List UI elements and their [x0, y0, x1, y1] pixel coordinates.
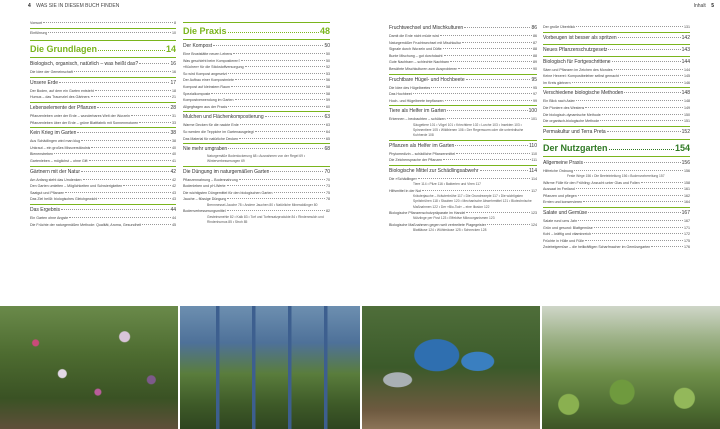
toc-entry[interactable]: Die Idee des Hügelbeetes 95	[389, 85, 537, 90]
toc-entry[interactable]: Ein Blick nach Asien 148	[543, 99, 690, 104]
toc-entry[interactable]: Ernten und konservieren 164	[543, 200, 690, 205]
toc-sub-list: Feste Wege 156 • Die Beeteinteilung 156 • Bodenvorbereitung 157	[567, 174, 665, 179]
toc-entry[interactable]: Gute Nachbarn – schlechte Nachbarn 89	[389, 60, 537, 65]
toc-entry[interactable]: Pflanzenleben über der Erde – grüne Blattfabrik mit Sonnenmotoren 33	[30, 120, 176, 125]
toc-entry[interactable]: Naturgemäßer Fruchtwechsel mit Mischkultur 87	[389, 40, 537, 45]
toc-sub-list: Naturgemäße Bodenlockerung 68 • Ausnahmen von der Regel 69 • Winterverbesserungen 69	[207, 154, 305, 164]
toc-entry[interactable]: Das Material für natürliche Decken 65	[183, 136, 330, 141]
toc-section[interactable]: Salate und Gemüse 167	[543, 209, 690, 216]
toc-sub-list: Tiere 114 • Pilze 116 • Bakterien und Viren 117	[413, 182, 481, 187]
toc-entry[interactable]: Die »Schädlinge« 114	[389, 176, 537, 181]
toc-section[interactable]: Tiere als Helfer im Garten 100	[389, 108, 537, 115]
toc-entry[interactable]: Bodenverbesserungsmittel 82	[183, 209, 330, 214]
toc-entry[interactable]: Biologische Maßnahmen gegen weit verbreitete Plagegeister 124	[389, 222, 537, 227]
toc-entry[interactable]: Wärme Fülle für den Frühling: Anzucht unter Glas und Folien 158	[543, 180, 690, 185]
toc-entry[interactable]: Die organisch-biologische Methode 151	[543, 119, 690, 124]
toc-sub-list: Kräuterjauche – Kräuterbrühe 117 • Die Grundrezepte 117 • Die wichtigsten Spritzbrühen 118 • Stauben 120 • Mechanische Abwehrmittel 121 • Biotechnische Maßnahmen 122 • Der »Bio-Tod« – eine Illusion 122	[413, 194, 532, 209]
toc-entry[interactable]: Kompost auf kleinstem Raum 58	[183, 84, 330, 89]
toc-section[interactable]: Mulchen und Flächenkompostierung 63	[183, 114, 330, 121]
toc-entry[interactable]: Die Früchte der naturgemäßen Methode: Qualität, Aroma, Gesundheit 45	[30, 222, 176, 227]
toc-entry[interactable]: Pflanzennahrung – Bodennahrung 70	[183, 177, 330, 182]
toc-section[interactable]: Die Düngung im naturgemäßen Garten 70	[183, 168, 330, 175]
toc-sub-list: Säugetiere 101 • Vögel 101 • Kriechtiere 102 • Lurche 103 • Insekten 103 • Spinnentiere 105 • Wildbienen 106 • Der Regenwurm oder die unterirdische Kuhherde 108	[413, 122, 524, 138]
toc-entry[interactable]: Die biologisch-dynamische Methode 150	[543, 112, 690, 117]
toc-column-3	[389, 24, 537, 233]
toc-entry[interactable]: Der Boden, auf dem ein Garten entsteht 18	[30, 88, 176, 93]
toc-entry[interactable]: Gartenleben – möglichst – ohne Gift 41	[30, 158, 176, 163]
toc-sub-list: Blattläuse 124 • Wühlmäuse 125 • Schnecken 128	[413, 228, 487, 233]
toc-sub-list: Nützlinge per Post 123 • Effektive Mikroorganismen 123	[413, 216, 495, 221]
toc-section[interactable]: Allgemeine Praxis 156	[543, 159, 690, 166]
toc-entry[interactable]: Vorwort 8	[30, 21, 176, 25]
toc-entry[interactable]: Spezialkomposte 58	[183, 91, 330, 96]
toc-section[interactable]: Kein Krieg im Garten 38	[30, 130, 176, 137]
toc-entry[interactable]: Der große Überblick 131	[543, 25, 690, 29]
toc-section[interactable]: Permakultur und Terra Preta 152	[543, 128, 690, 135]
toc-section[interactable]: Lebenselemente der Pflanzen 28	[30, 104, 176, 111]
toc-entry[interactable]: Die Idee der Gemeinschaft 16	[30, 70, 176, 75]
toc-section[interactable]: Gärtnern mit der Natur 42	[30, 168, 176, 175]
toc-section[interactable]: Neues Pflanzenschutzgesetz 143	[543, 46, 690, 53]
right-page-number: 5	[711, 3, 714, 9]
toc-entry[interactable]: Hilfsmittel in der Not 117	[389, 188, 537, 193]
toc-entry[interactable]: Hoch- und Hügelbeete bepflanzen 99	[389, 98, 537, 103]
toc-entry[interactable]: Bewährte Mischkulturen zum Ausprobieren 90	[389, 66, 537, 71]
flower-garden-photo	[0, 306, 178, 429]
toc-section[interactable]: Der Kompost 50	[183, 43, 330, 49]
toc-entry[interactable]: Biologische Pflanzenschutzpräparate im Handel 123	[389, 210, 537, 215]
toc-entry[interactable]: Hilfreiche Ordnung 156	[543, 168, 690, 173]
toc-entry[interactable]: Ein Garten ohne Angste 44	[30, 215, 176, 220]
toc-column-1	[30, 20, 176, 228]
toc-entry[interactable]: Der Aufbau einer Kompostmiete 56	[183, 78, 330, 83]
toc-column-2	[183, 20, 330, 225]
toc-entry[interactable]: Den Garten umleiten – Möglichkeiten und Schwierigkeiten 42	[30, 184, 176, 189]
right-page-header	[694, 0, 714, 12]
toc-entry[interactable]: Humus – das Traumziel des Gärtners 21	[30, 95, 176, 100]
toc-entry[interactable]: Bunte Mischung – gut durchdacht 88	[389, 53, 537, 58]
toc-entry[interactable]: Zwiebelgemüse – die heilkräftigen Scharfmacher im Gemüsegarten 176	[543, 245, 690, 250]
toc-entry[interactable]: Pflanzenleben unter der Erde – wunderbares Welt der Wurzeln 31	[30, 113, 176, 118]
toc-entry[interactable]: Saatgut und Pflanzen 43	[30, 190, 176, 195]
toc-entry[interactable]: Grün und gesund: Blattgemüse 171	[543, 225, 690, 230]
toc-entry[interactable]: So wird Kompost angesetzt 53	[183, 71, 330, 76]
toc-column-4	[543, 24, 690, 251]
toc-section[interactable]: Biologisch für Fortgeschrittene 144	[543, 58, 690, 65]
water-barrels-photo	[362, 306, 540, 429]
toc-entry[interactable]: Die Pioniere des Westens 149	[543, 105, 690, 110]
toc-sub-list: Brennnessel-Jauche 78 • Andere Jauchen 80 • Natürliche Mineraldünger 80	[207, 202, 318, 207]
chapter-grundlagen[interactable]: Die Grundlagen 14	[30, 44, 176, 55]
toc-entry[interactable]: Das Ziel heißt: biologisches Gleichgewicht 43	[30, 197, 176, 202]
toc-entry[interactable]: Salate rund ums Jahr 167	[543, 218, 690, 223]
chapter-praxis[interactable]: Die Praxis 48	[183, 26, 330, 36]
toc-entry[interactable]: Die wichtigsten Düngemittel für den biologischen Garten 75	[183, 190, 330, 195]
left-page-header	[28, 0, 119, 12]
toc-entry[interactable]: Was geschieht beim Kompostieren? 50	[183, 58, 330, 63]
toc-entry[interactable]: Säen und Pflanzen im Zeichen des Mondes 144	[543, 67, 690, 72]
toc-entry[interactable]: Aus Schädlingen wird man klug 38	[30, 139, 176, 144]
toc-entry[interactable]: Keine Hexerei: Kompostbeleber selbst gemacht 145	[543, 74, 690, 79]
toc-entry[interactable]: Erkennen – beobachten – schützen 101	[389, 117, 537, 122]
toc-entry[interactable]: Signale durch Wurzeln und Düfte 88	[389, 47, 537, 52]
toc-entry[interactable]: Bodenleben und pH-Werte 73	[183, 184, 330, 189]
toc-entry[interactable]: Bienenstreben 40	[30, 152, 176, 157]
toc-section[interactable]: Fruchtbare Hügel- und Hochbeete 95	[389, 76, 537, 83]
toc-entry[interactable]: Warme Decken für die nackte Erde 63	[183, 123, 330, 128]
toc-entry[interactable]: »Küchen« für die Stickstoffversorgung 52	[183, 65, 330, 70]
photo-strip	[0, 306, 720, 429]
toc-entry[interactable]: Unkraut – ein großes Missverständnis 40	[30, 145, 176, 150]
left-running-title: WAS SIE IN DIESEM BUCH FINDEN	[36, 3, 120, 9]
toc-entry[interactable]: Aussaat im Freiland 161	[543, 187, 690, 192]
toc-entry[interactable]: Allgegfragen aus der Praxis 60	[183, 104, 330, 109]
left-page-number: 4	[28, 3, 31, 9]
blue-fence-garden-photo	[180, 306, 360, 429]
toc-entry[interactable]: Die Zeichensprache der Pflanzen 111	[389, 158, 537, 163]
toc-entry[interactable]: Das Hochbeet 97	[389, 92, 537, 97]
toc-section[interactable]: Biologisch, organisch, natürlich – was heißt das? 16	[30, 61, 176, 68]
toc-entry[interactable]: Kompostverwendung im Garten 59	[183, 98, 330, 103]
toc-entry[interactable]: Phytomedizin – schädliche Pflanzenmittel 110	[389, 151, 537, 156]
vegetable-beds-photo	[542, 306, 720, 429]
right-running-title: Inhalt	[693, 3, 706, 9]
chapter-nutzgarten[interactable]: Der Nutzgarten 154	[543, 142, 690, 153]
toc-section[interactable]: Das Ergebnis 44	[30, 206, 176, 213]
toc-entry[interactable]: Damit die Erde nicht müde wird 86	[389, 34, 537, 38]
toc-entry[interactable]: So werden die Teppiche im Gartenausgelegt 64	[183, 129, 330, 134]
toc-section[interactable]: Fruchtwechsel und Mischkulturen 86	[389, 25, 537, 31]
toc-sub-list: Gesteinsmehle 82 • Kalk 83 • Torf und Torfersatzprodukte 84 • Rindenmulch und Rindenhumus 85 • Stroh 85	[207, 214, 324, 224]
toc-entry[interactable]: Jauche – flüssige Düngung 78	[183, 197, 330, 202]
toc-section[interactable]: Verschiedene biologische Methoden 148	[543, 90, 690, 97]
toc-section[interactable]: Nie mehr umgraben 68	[183, 146, 330, 153]
toc-entry[interactable]: Pflanzen und pflegen 162	[543, 193, 690, 198]
toc-section[interactable]: Pflanzen als Helfer im Garten 110	[389, 142, 537, 149]
toc-section[interactable]: Biologische Mittel zur Schädlingsabwehr 114	[389, 167, 537, 174]
toc-entry[interactable]: Kohl – kräftig und vitaminreich 172	[543, 232, 690, 237]
toc-entry[interactable]: Früchte in Hülle und Fülle 175	[543, 238, 690, 243]
toc-section[interactable]: Unsere Erde 17	[30, 79, 176, 86]
toc-entry[interactable]: Einführung 10	[30, 30, 176, 35]
toc-entry[interactable]: Am Anfang steht das Umdenken 42	[30, 177, 176, 182]
toc-entry[interactable]: Im Kreis gärtnern 146	[543, 80, 690, 85]
toc-entry[interactable]: Eine Bruststätte neuen Lebens 50	[183, 52, 330, 56]
toc-section[interactable]: Vorbeugen ist besser als spritzen 142	[543, 34, 690, 41]
